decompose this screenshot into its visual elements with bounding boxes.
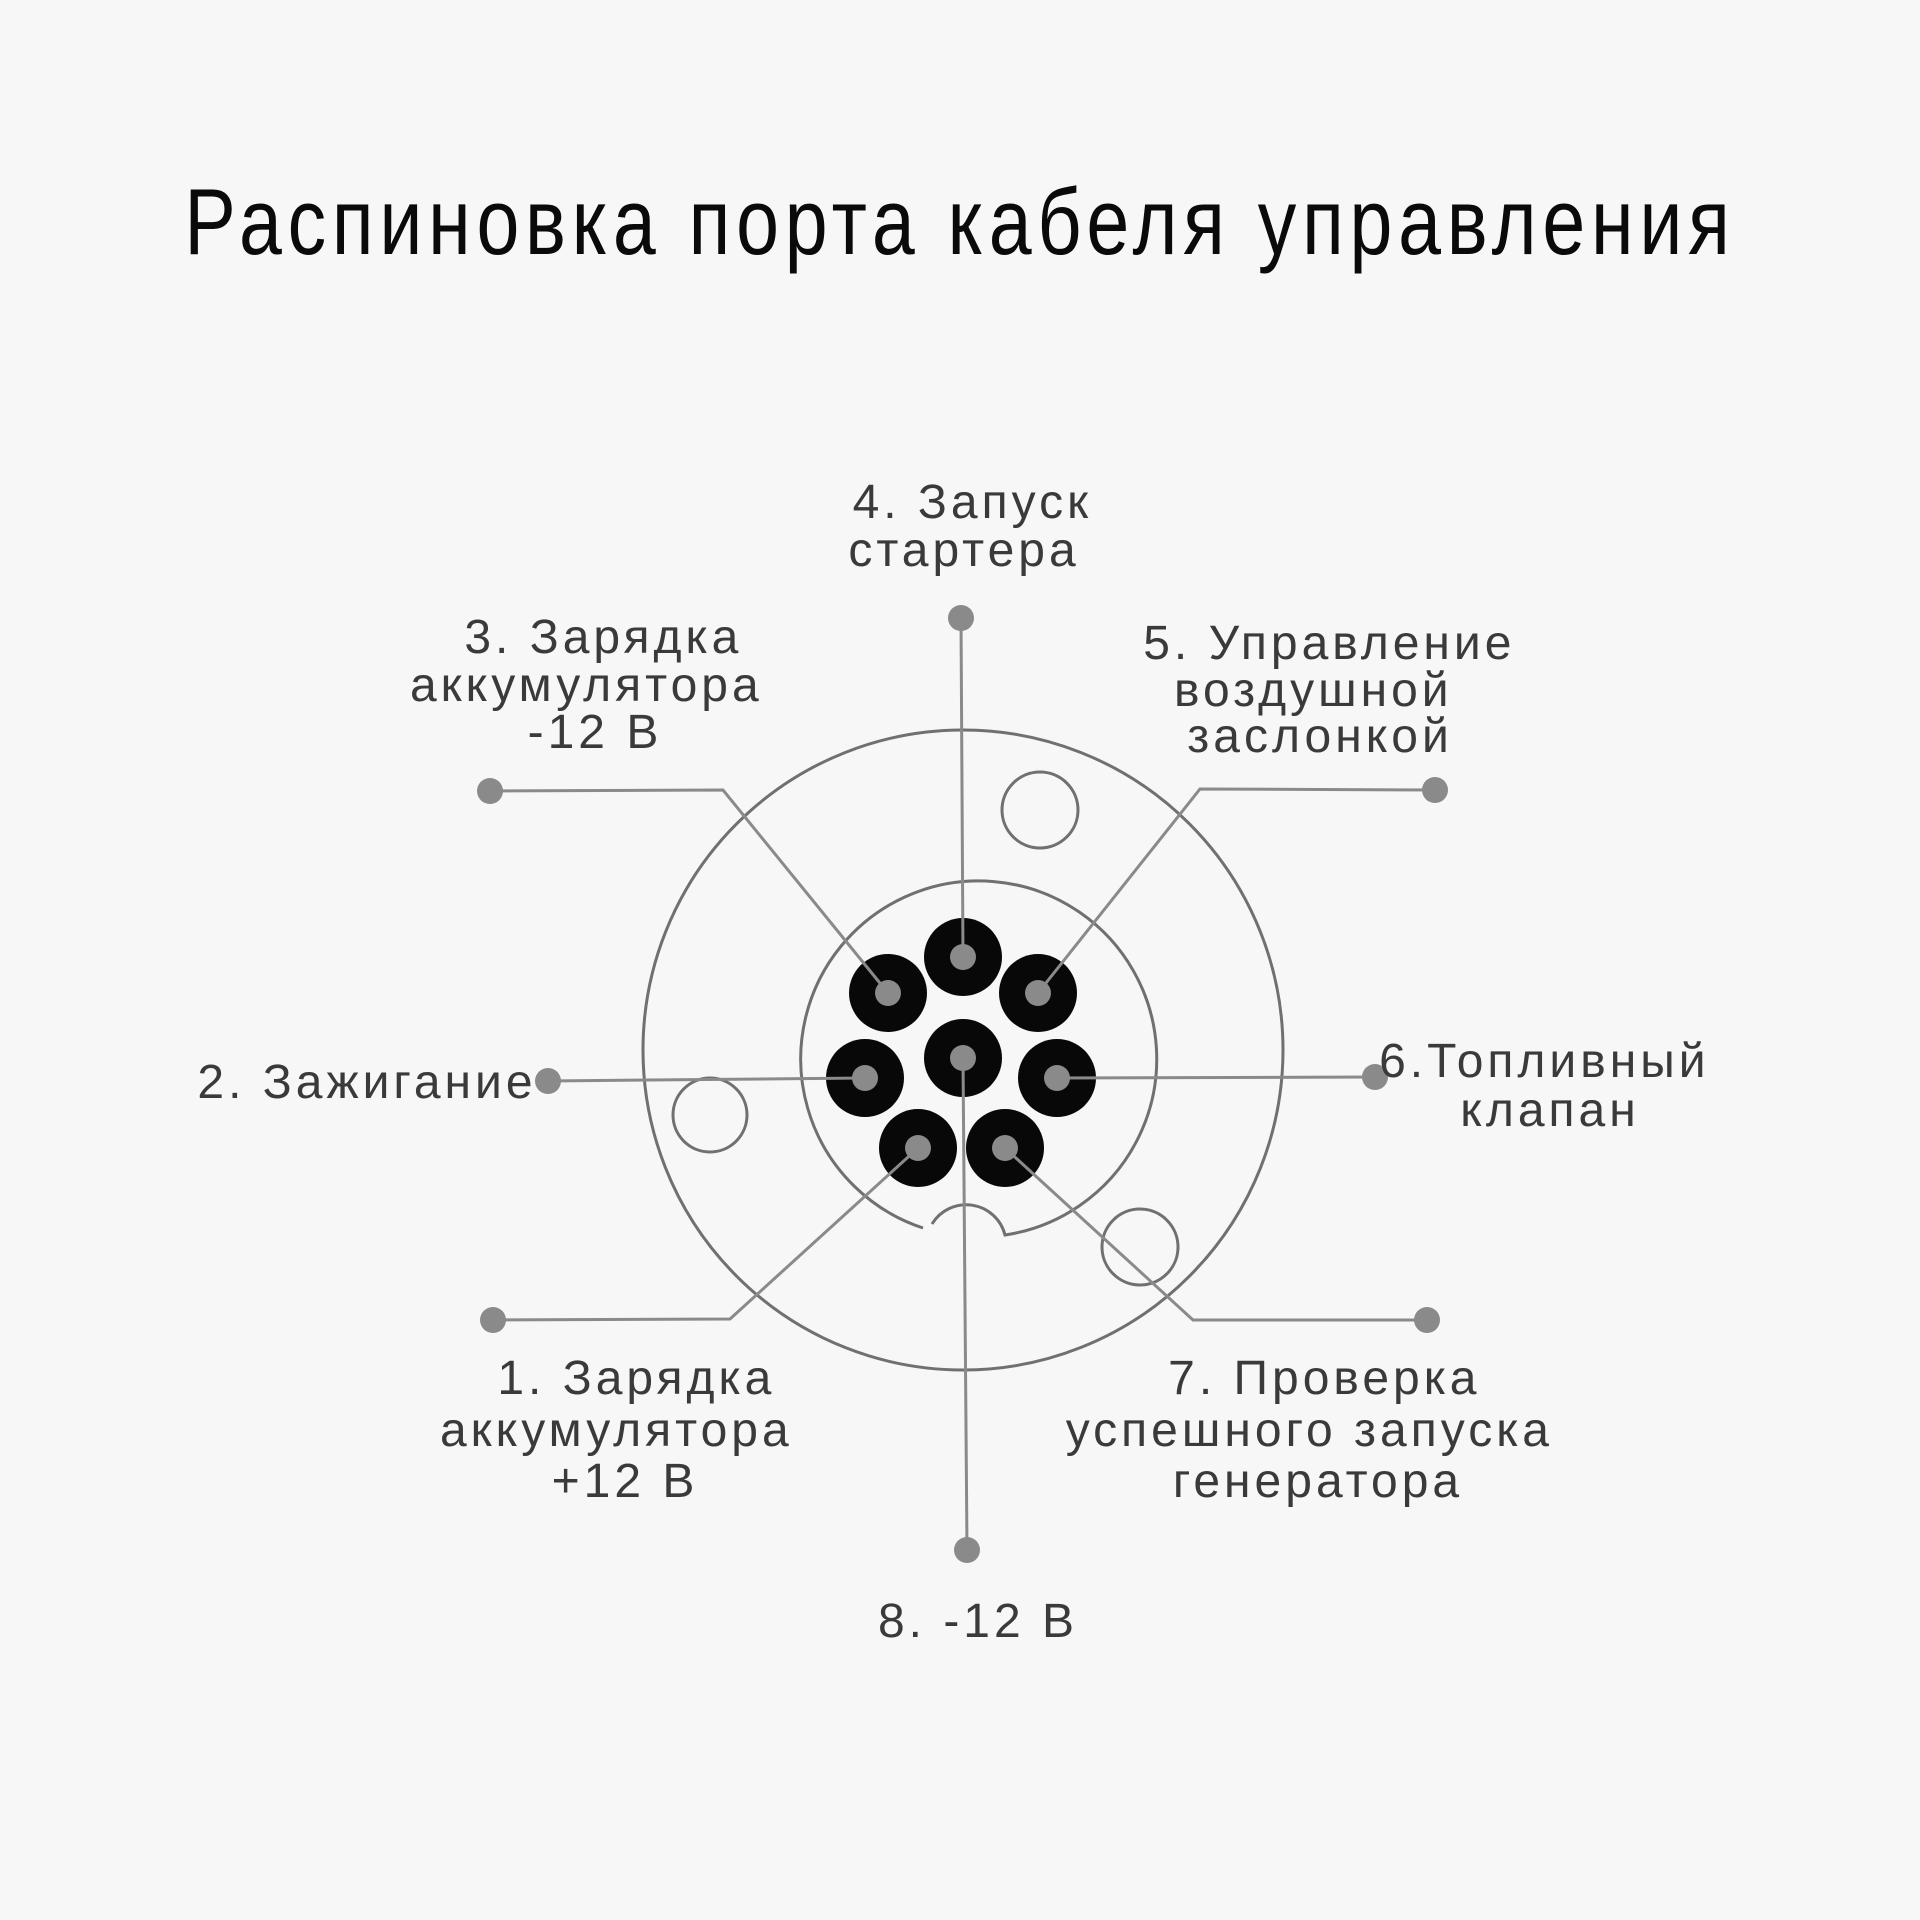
pin-5-label [1143, 617, 1533, 763]
leader-end-dot-4 [948, 605, 974, 631]
leader-line-1 [493, 1148, 918, 1320]
leader-end-dot-7 [1414, 1307, 1440, 1333]
pin-5-label-line: воздушной [1174, 664, 1453, 717]
pin-5-label-line: заслонкой [1187, 710, 1453, 763]
pin-3-center [875, 980, 901, 1006]
pin-1-label-line: аккумулятора [439, 1404, 793, 1457]
pin-4-label-line: стартера [848, 524, 1080, 577]
diagram-title: Распиновка порта кабеля управления [184, 169, 1736, 274]
pin-1-label-line: +12 В [551, 1455, 699, 1508]
leader-line-2 [548, 1078, 865, 1081]
pin-2-label [197, 1056, 536, 1109]
mounting-hole-left [673, 1078, 747, 1152]
leader-line-6 [1057, 1077, 1375, 1078]
pin-6-label [1379, 1035, 1727, 1137]
pin-8-label-line: 8. -12 В [877, 1595, 1079, 1648]
pin-2-label-line: 2. Зажигание [197, 1056, 537, 1109]
pin-5-center [1025, 980, 1051, 1006]
pin-3-label-line: -12 В [527, 706, 663, 759]
mounting-hole-top [1002, 772, 1078, 848]
leader-end-dot-2 [535, 1068, 561, 1094]
pin-6-center [1044, 1065, 1070, 1091]
pin-7-center [992, 1135, 1018, 1161]
pin-6-label-line: 6.Топливный [1379, 1035, 1710, 1088]
pin-7-label [1066, 1352, 1571, 1508]
leader-end-dot-1 [480, 1307, 506, 1333]
leader-line-7 [1005, 1148, 1427, 1320]
leader-line-4 [961, 618, 963, 957]
pin-4-center [950, 944, 976, 970]
leader-end-dot-3 [477, 778, 503, 804]
pin-1-label-line: 1. Зарядка [497, 1352, 776, 1405]
leader-end-dot-8 [954, 1537, 980, 1563]
pin-1-label [440, 1352, 810, 1508]
pin-6-label-line: клапан [1460, 1084, 1640, 1137]
pin-4-label-line: 4. Запуск [852, 476, 1093, 529]
pin-4-label [848, 476, 1109, 577]
pin-8-label [878, 1595, 1078, 1648]
pin-7-label-line: 7. Проверка [1168, 1352, 1481, 1405]
pin-7-label-line: генератора [1172, 1455, 1464, 1508]
leader-line-5 [1038, 789, 1435, 993]
pin-2-center [852, 1065, 878, 1091]
leader-line-8 [963, 1058, 967, 1550]
pin-3-label-line: аккумулятора [409, 659, 763, 712]
leader-end-dot-5 [1422, 777, 1448, 803]
pin-8-center [950, 1045, 976, 1071]
pin-7-label-line: успешного запуска [1065, 1404, 1553, 1457]
pin-3-label-line: 3. Зарядка [464, 611, 743, 664]
pin-5-label-line: 5. Управление [1143, 617, 1516, 670]
pin-3-label [410, 611, 780, 759]
pin-1-center [905, 1135, 931, 1161]
